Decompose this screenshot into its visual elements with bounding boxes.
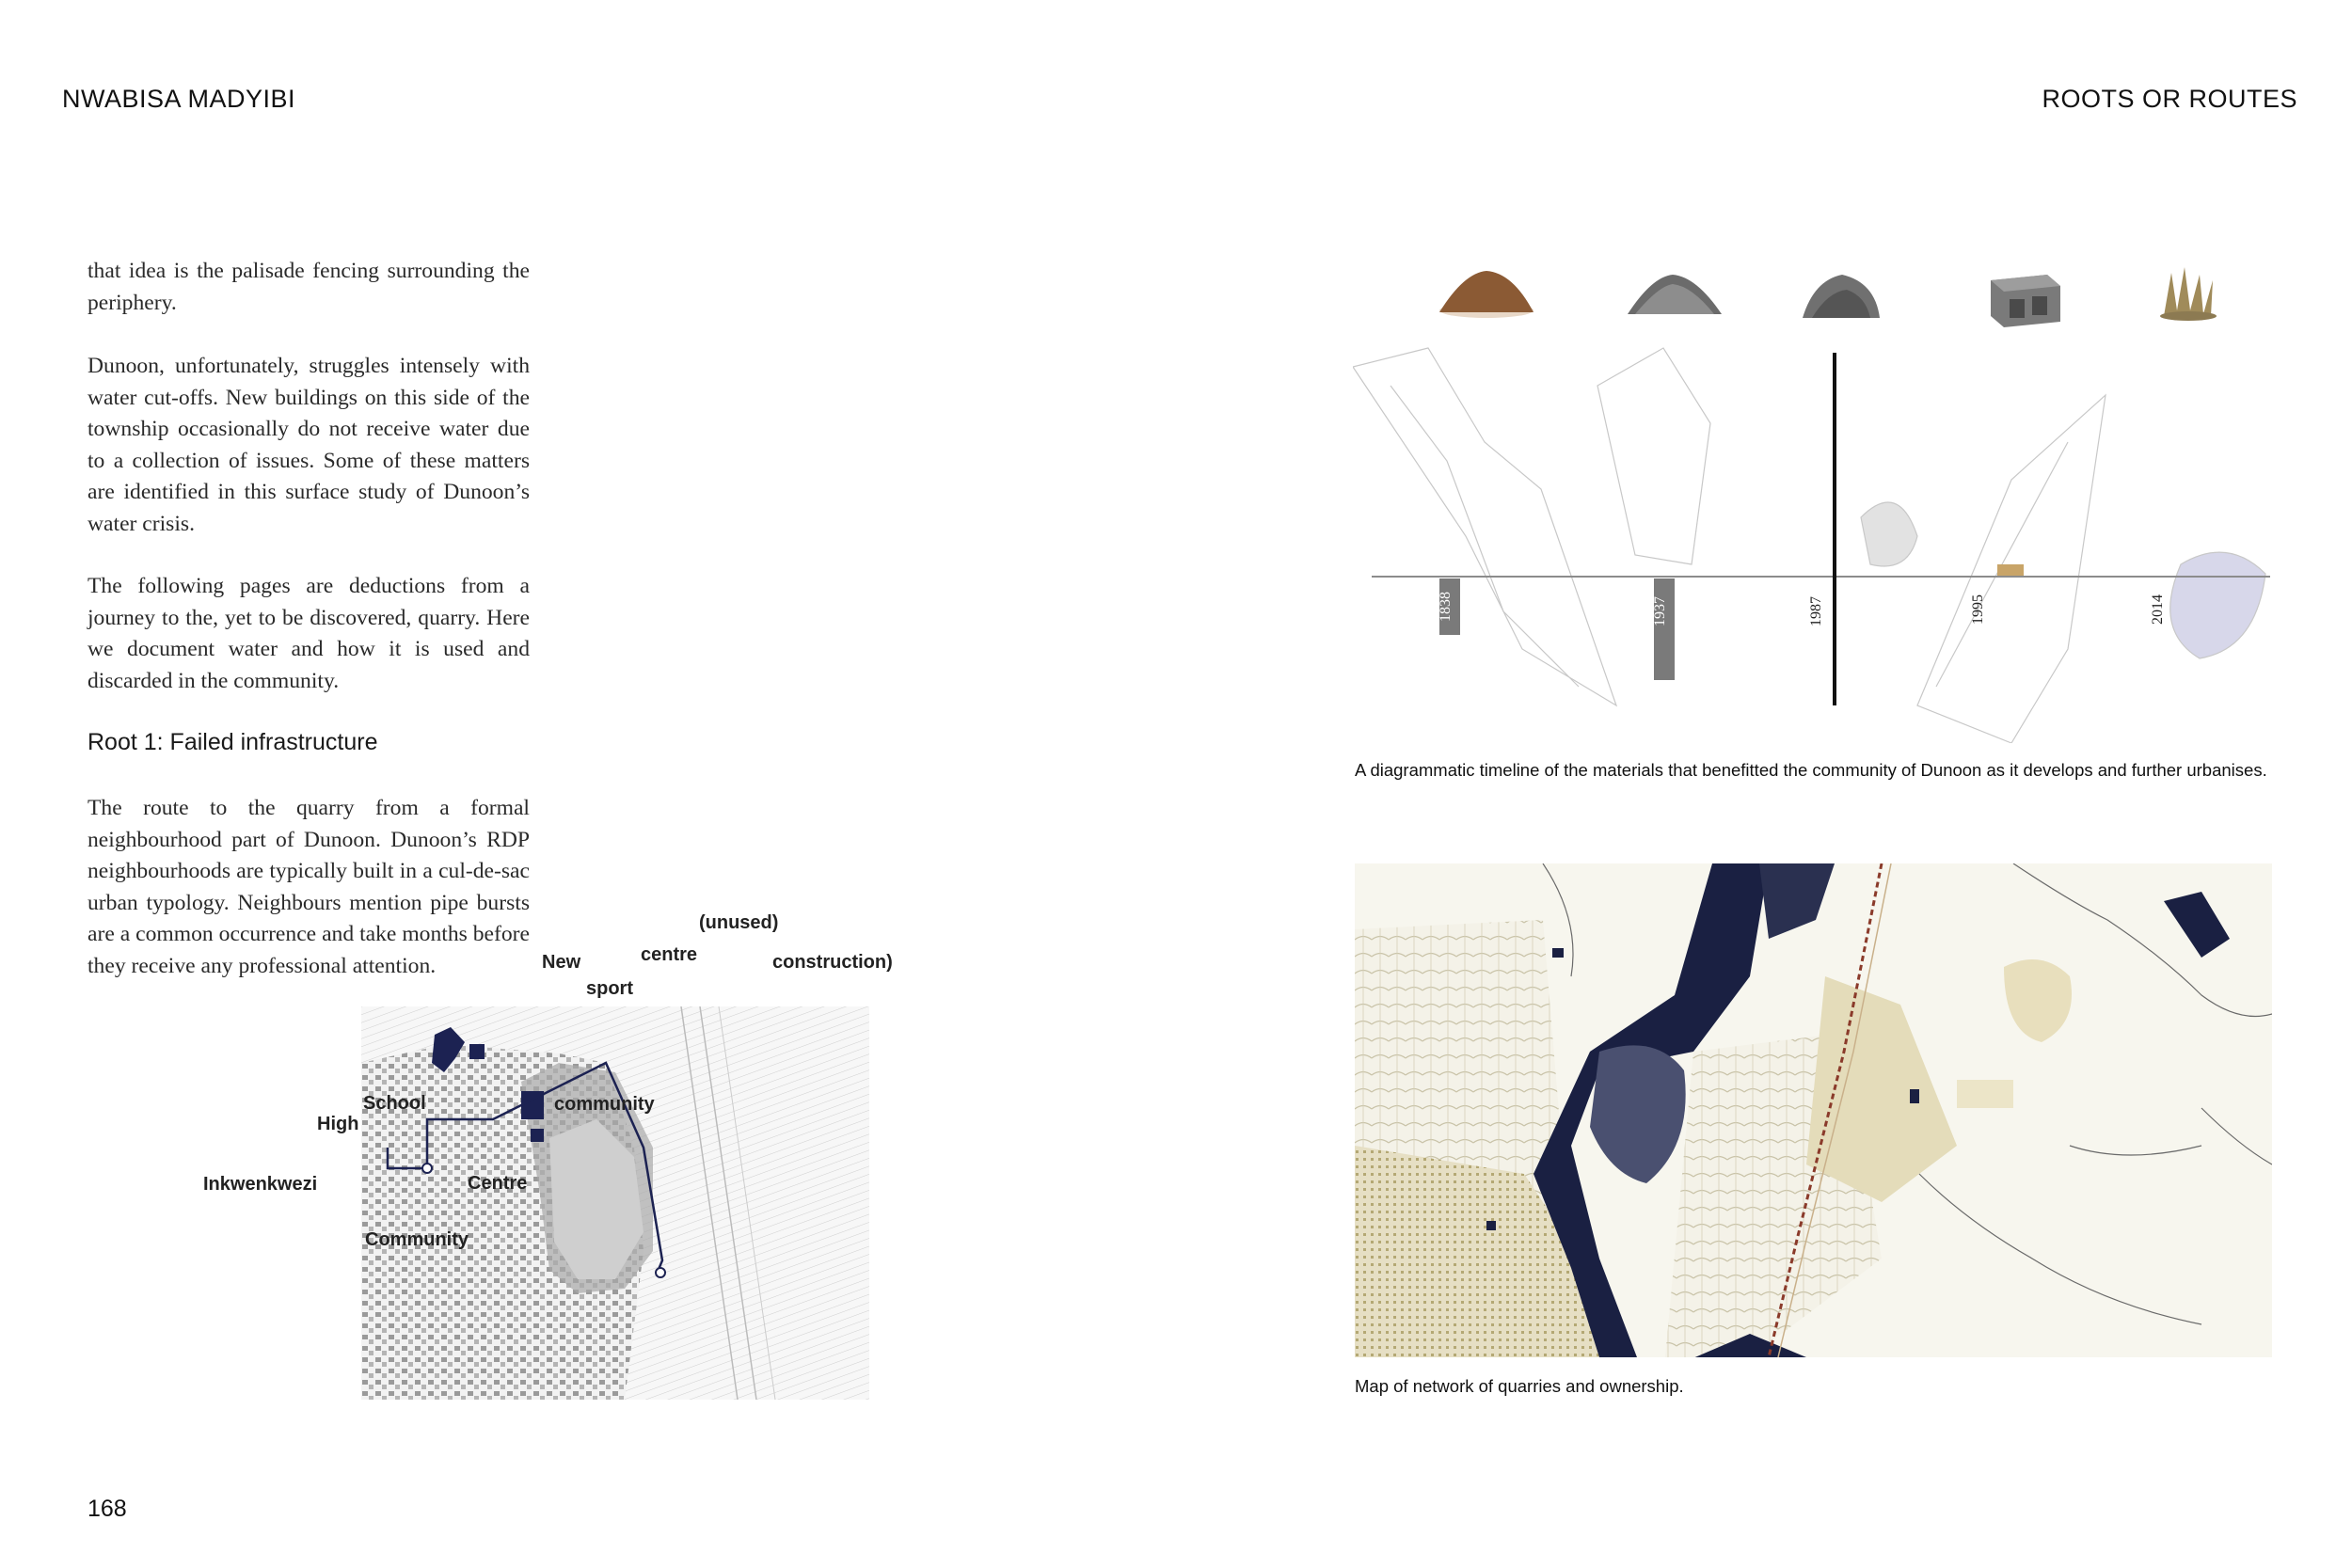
materials-timeline-figure <box>1353 254 2275 743</box>
map-label-new: New <box>542 952 581 973</box>
stone-pile-icon <box>1803 275 1880 318</box>
year-marker-1838 <box>1438 578 1460 635</box>
map-label-unused: (unused) <box>699 912 779 933</box>
year-label: 1995 <box>1970 594 1986 625</box>
running-header-title: ROOTS OR ROUTES <box>2042 85 2297 113</box>
map-label-sport: sport <box>586 978 633 999</box>
map-label-inkwenkwezi: Inkwenkwezi <box>203 1174 318 1195</box>
map-label-high: High <box>317 1114 359 1134</box>
year-marker-1937 <box>1652 578 1675 680</box>
year-label: 1987 <box>1808 596 1824 626</box>
body-paragraph-4: The route to the quarry from a formal neighbourhood part of Dunoon. Dunoon’s RDP neighbourhoods are typically built in a cul-de-sac urban typology. Neighbours mention pipe bursts are a common occurrence and take months before they receive any professional attention. <box>87 796 530 978</box>
timeline-caption: A diagrammatic timeline of the materials that benefitted the community of Dunoon as it develops and further urbanises. <box>1355 760 2267 780</box>
gravel-pile-icon <box>1628 275 1722 314</box>
year-label: 2014 <box>2150 594 2166 625</box>
route-map-figure <box>361 1006 869 1400</box>
map-label-centre-mid: Centre <box>468 1173 528 1194</box>
running-header-author: NWABISA MADYIBI <box>62 85 296 113</box>
body-paragraph-1: that idea is the palisade fencing surrounding the periphery. <box>87 259 530 315</box>
grass-tuft-icon <box>2160 267 2217 321</box>
section-heading: Root 1: Failed infrastructure <box>87 729 378 755</box>
year-label: 1838 <box>1438 592 1454 622</box>
page-number: 168 <box>87 1496 127 1522</box>
map-label-community-bottom: Community <box>365 1229 469 1250</box>
historical-map-overlays <box>1353 348 2265 743</box>
map-label-centre: centre <box>641 944 698 965</box>
year-marker-1987 <box>1808 596 1824 626</box>
map-label-school: School <box>363 1093 426 1114</box>
body-paragraph-2: Dunoon, unfortunately, struggles intensely with water cut-offs. New buildings on this side of the township occasionally do not receive water due to a collection of issues. Some of these matters are identified in this surface study of Dunoon’s water crisis. <box>87 354 530 536</box>
quarry-map-caption: Map of network of quarries and ownership. <box>1355 1376 1684 1396</box>
soil-pile-icon <box>1439 271 1534 318</box>
year-label: 1937 <box>1652 596 1668 626</box>
quarry-network-map <box>1355 863 2272 1357</box>
map-label-community: community <box>554 1094 655 1115</box>
body-paragraph-3: The following pages are deductions from a journey to the, yet to be discovered, quarry. Here we document water and how it is used and discarded in the community. <box>87 574 530 693</box>
map-label-construction: construction) <box>772 952 893 973</box>
cement-block-icon <box>1991 275 2060 327</box>
year-marker-2014 <box>2150 594 2166 625</box>
